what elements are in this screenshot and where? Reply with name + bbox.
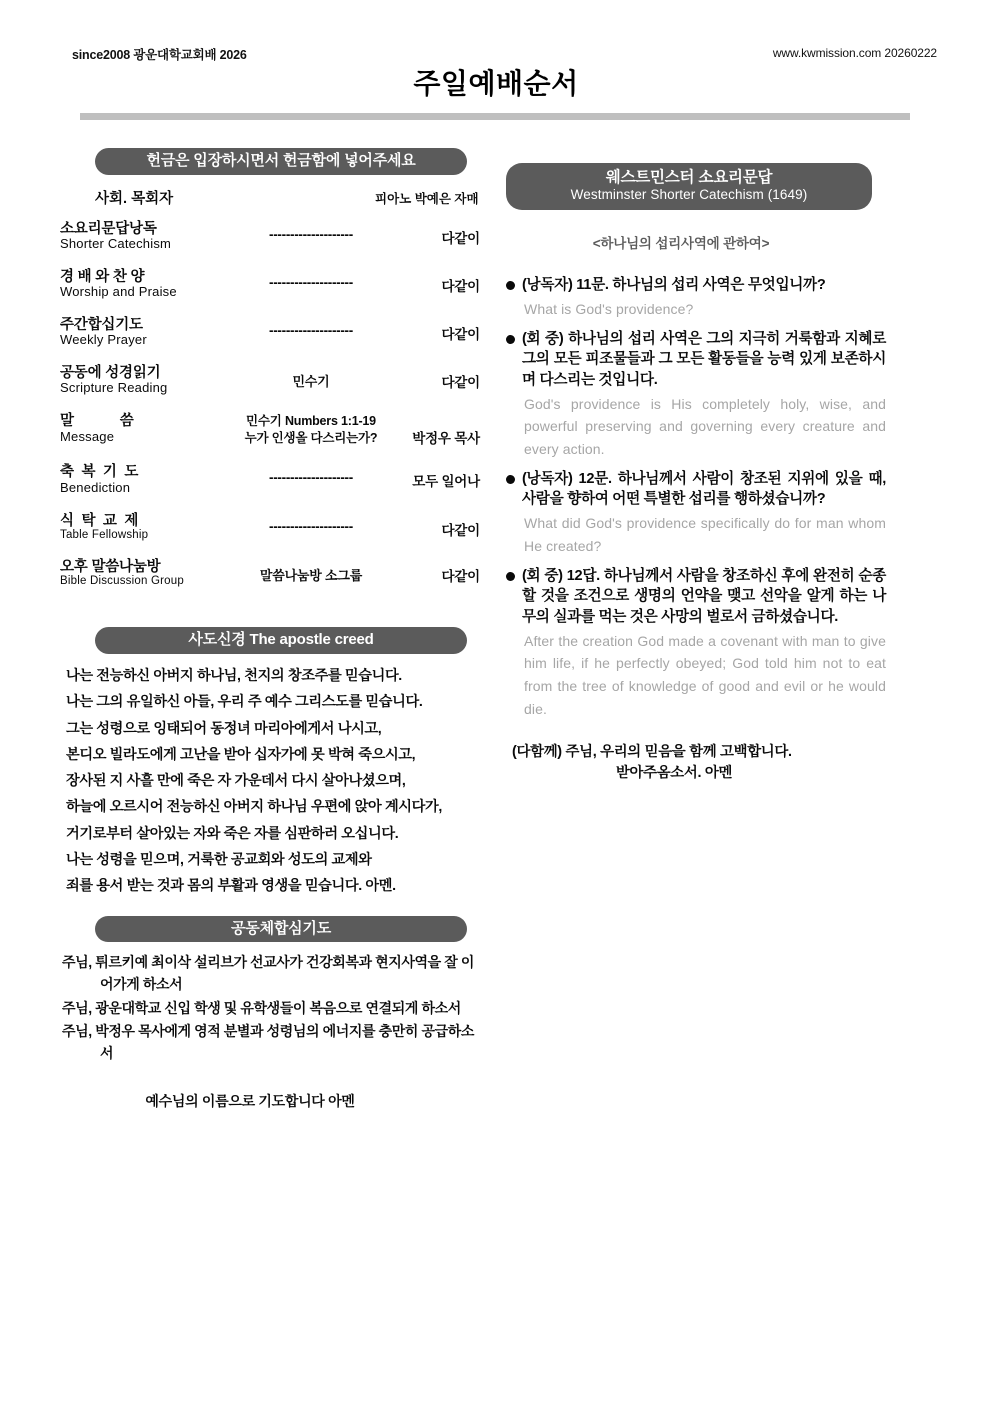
order-item-name-ko: 말 씀 bbox=[60, 413, 134, 430]
sermon-reference: 민수기 Numbers 1:1-19 bbox=[246, 414, 376, 429]
order-item-name-ko: 주간합십기도 bbox=[60, 317, 143, 334]
bullet-icon bbox=[506, 281, 515, 290]
catechism-answer-ko bbox=[506, 329, 886, 391]
order-item-name-ko: 공동에 성경읽기 bbox=[60, 365, 161, 382]
creed-line: 나는 그의 유일하신 아들, 우리 주 예수 그리스도를 믿습니다. bbox=[66, 694, 423, 711]
catechism-qa-list bbox=[506, 275, 886, 720]
list-item: 주님, 광운대학교 신입 학생 및 유학생들이 복음으로 연결되게 하소서 bbox=[62, 999, 461, 1016]
order-item-dashes: -------------------- bbox=[269, 226, 353, 242]
bullet-icon bbox=[506, 475, 515, 484]
order-item-name-en: Worship and Praise bbox=[60, 284, 177, 300]
service-credits bbox=[60, 187, 480, 217]
header-right-note: www.kwmission.com 20260222 bbox=[772, 46, 937, 60]
order-item-participant: 모두 일어나 bbox=[412, 474, 480, 490]
order-item-detail bbox=[232, 221, 390, 269]
creed-line: 거기로부터 살아있는 자와 죽은 자를 심판하러 오십니다. bbox=[66, 825, 399, 842]
creed-line: 나는 전능하신 아버지 하나님, 천지의 창조주를 믿습니다. bbox=[66, 668, 402, 685]
order-item-participant: 다같이 bbox=[441, 230, 480, 246]
left-column bbox=[60, 148, 480, 1111]
credit-mc: 사회. 목회자 bbox=[95, 190, 174, 207]
catechism-item bbox=[506, 275, 886, 320]
catechism-answer-ko-text: (회 중) 12답. 하나님께서 사람을 창조하신 후에 완전히 순종할 것을 조건으로 생명의 언약을 맺고 선악을 알게 하는 나무의 실과를 먹는 것은 사망의 벌로서 금하셨습니다. bbox=[522, 567, 886, 625]
order-item-detail bbox=[232, 269, 390, 317]
creed-line: 장사된 지 사흘 만에 죽은 자 가운데서 다시 살아나셨으며, bbox=[66, 773, 406, 790]
apostles-creed-text bbox=[60, 663, 480, 899]
apostles-creed-banner: 사도신경 The apostle creed bbox=[95, 627, 467, 654]
table-row bbox=[60, 559, 480, 605]
list-item: 주님, 박정우 목사에게 영적 분별과 성령님의 에너지를 충만히 공급하소서 bbox=[62, 1023, 475, 1061]
order-item-participant: 다같이 bbox=[441, 327, 480, 343]
order-item-name bbox=[60, 365, 232, 413]
order-item-detail bbox=[232, 513, 390, 559]
catechism-banner-ko: 웨스트민스터 소요리문답 bbox=[605, 169, 773, 186]
order-item-detail bbox=[232, 464, 390, 512]
community-prayer-list bbox=[60, 952, 480, 1064]
order-item-detail bbox=[232, 413, 390, 464]
creed-line: 나는 성령을 믿으며, 거룩한 공교회와 성도의 교제와 bbox=[66, 852, 372, 868]
order-item-name bbox=[60, 559, 232, 605]
order-of-service-table bbox=[60, 221, 480, 606]
sermon-title: 누가 인생올 다스리는가? bbox=[244, 430, 378, 445]
catechism-banner-en: Westminster Shorter Catechism (1649) bbox=[570, 187, 808, 203]
order-item-name bbox=[60, 221, 232, 269]
catechism-item bbox=[506, 329, 886, 461]
order-item-name-ko: 오후 말씀나눔방 bbox=[60, 559, 161, 575]
prayer-closing-line: 예수님의 이름으로 기도합니다 아멘 bbox=[145, 1092, 355, 1109]
table-row bbox=[60, 269, 480, 317]
page-header bbox=[0, 0, 992, 130]
list-item: 주님, 튀르키예 최이삭 설리브가 선교사가 건강회복과 현지사역을 잘 이어가게 하소서 bbox=[62, 954, 475, 992]
creed-line: 하늘에 오르시어 전능하신 아버지 하나님 우편에 앉아 계시다가, bbox=[66, 799, 442, 816]
catechism-topic: <하나님의 섭리사역에 관하여> bbox=[592, 236, 770, 252]
catechism-question-ko-text: (낭독자) 11문. 하나님의 섭리 사역은 무엇입니까? bbox=[522, 277, 826, 294]
catechism-question-en: What is God's providence? bbox=[524, 300, 694, 317]
offering-banner: 헌금은 입장하시면서 헌금함에 넣어주세요 bbox=[95, 148, 467, 175]
table-row bbox=[60, 464, 480, 512]
community-prayer-banner: 공동체합심기도 bbox=[95, 916, 467, 943]
catechism-answer-ko bbox=[506, 566, 886, 628]
catechism-answer-ko-text: (회 중) 하나님의 섭리 사역은 그의 지극히 거룩함과 지혜로 그의 모든 피조물들과 그 모든 활동들을 능력 있게 보존하시며 다스리는 것입니다. bbox=[522, 330, 886, 389]
catechism-question-ko bbox=[506, 469, 886, 510]
catechism-item bbox=[506, 566, 886, 721]
table-row bbox=[60, 413, 480, 464]
order-item-name-en: Benediction bbox=[60, 479, 131, 495]
catechism-banner bbox=[506, 163, 872, 210]
creed-line: 본디오 빌라도에게 고난을 받아 십자가에 못 박혀 죽으시고, bbox=[66, 746, 416, 763]
order-item-participant: 박정우 목사 bbox=[412, 431, 480, 447]
order-item-dashes: -------------------- bbox=[269, 323, 353, 339]
order-item-name bbox=[60, 513, 232, 559]
order-item-name-ko: 소요리문답낭독 bbox=[60, 220, 157, 237]
header-left-note: since2008 광운대학교회배 2026 bbox=[72, 48, 247, 62]
order-item-detail bbox=[232, 317, 390, 365]
order-item-name-en: Shorter Catechism bbox=[60, 235, 172, 251]
order-item-name bbox=[60, 269, 232, 317]
bullet-icon bbox=[506, 335, 515, 344]
order-item-name-en: Bible Discussion Group bbox=[60, 575, 184, 588]
bullet-icon bbox=[506, 572, 515, 581]
table-row bbox=[60, 365, 480, 413]
catechism-answer-en: God's providence is His completely holy, wise, and powerful preserving and governing every creature and every action. bbox=[524, 395, 886, 458]
catechism-item bbox=[506, 469, 886, 558]
order-item-dashes: -------------------- bbox=[269, 470, 353, 486]
creed-line: 죄를 용서 받는 것과 몸의 부활과 영생을 믿습니다. 아멘. bbox=[66, 878, 396, 895]
title-divider bbox=[80, 113, 910, 120]
right-column bbox=[506, 163, 886, 784]
order-item-name-en: Weekly Prayer bbox=[60, 332, 147, 348]
catechism-closing-line1: (다함께) 주님, 우리의 믿음을 함께 고백합니다. bbox=[512, 744, 792, 761]
order-item-participant: 다같이 bbox=[441, 278, 480, 294]
creed-line: 그는 성령으로 잉태되어 동정녀 마리아에게서 나시고, bbox=[66, 720, 382, 737]
order-item-dashes: -------------------- bbox=[269, 518, 353, 534]
catechism-question-en: What did God's providence specifically do for man whom He created? bbox=[524, 515, 886, 554]
order-item-group: 말씀나눔방 소그룹 bbox=[259, 568, 363, 583]
catechism-question-ko bbox=[506, 275, 886, 296]
catechism-closing bbox=[506, 742, 886, 784]
order-item-participant: 다같이 bbox=[441, 375, 480, 391]
order-item-dashes: -------------------- bbox=[269, 274, 353, 290]
order-item-participant: 다같이 bbox=[441, 569, 480, 584]
catechism-question-ko-text: (낭독자) 12문. 하나님께서 사람이 창조된 지위에 있을 때, 사람을 향하여 어떤 특별한 섭리를 행하셨습니까? bbox=[522, 470, 886, 508]
order-item-scripture: 민수기 bbox=[292, 374, 330, 390]
order-item-name-ko: 식 탁 교 제 bbox=[60, 512, 139, 529]
order-item-detail bbox=[232, 365, 390, 413]
credit-piano: 피아노 박예은 자매 bbox=[375, 191, 479, 206]
order-item-name-en: Table Fellowship bbox=[60, 528, 149, 541]
order-item-name bbox=[60, 464, 232, 512]
order-item-name-en: Scripture Reading bbox=[60, 380, 168, 396]
catechism-answer-en: After the creation God made a covenant with man to give him life, if he perfectly obeyed; God told him not to eat from the tree of knowledge of good and evil or he would die. bbox=[524, 632, 886, 717]
table-row bbox=[60, 221, 480, 269]
order-item-name-en: Message bbox=[60, 428, 115, 444]
order-item-name-ko: 경 배 와 찬 양 bbox=[60, 268, 145, 285]
page-title: 주일예배순서 bbox=[413, 68, 579, 99]
order-item-participant: 다같이 bbox=[441, 522, 480, 538]
table-row bbox=[60, 513, 480, 559]
order-item-name bbox=[60, 413, 232, 464]
order-item-name-ko: 축 복 기 도 bbox=[60, 464, 139, 481]
table-row bbox=[60, 317, 480, 365]
catechism-closing-line2: 받아주옴소서. 아멘 bbox=[615, 765, 733, 782]
order-item-name bbox=[60, 317, 232, 365]
order-item-detail bbox=[232, 559, 390, 605]
